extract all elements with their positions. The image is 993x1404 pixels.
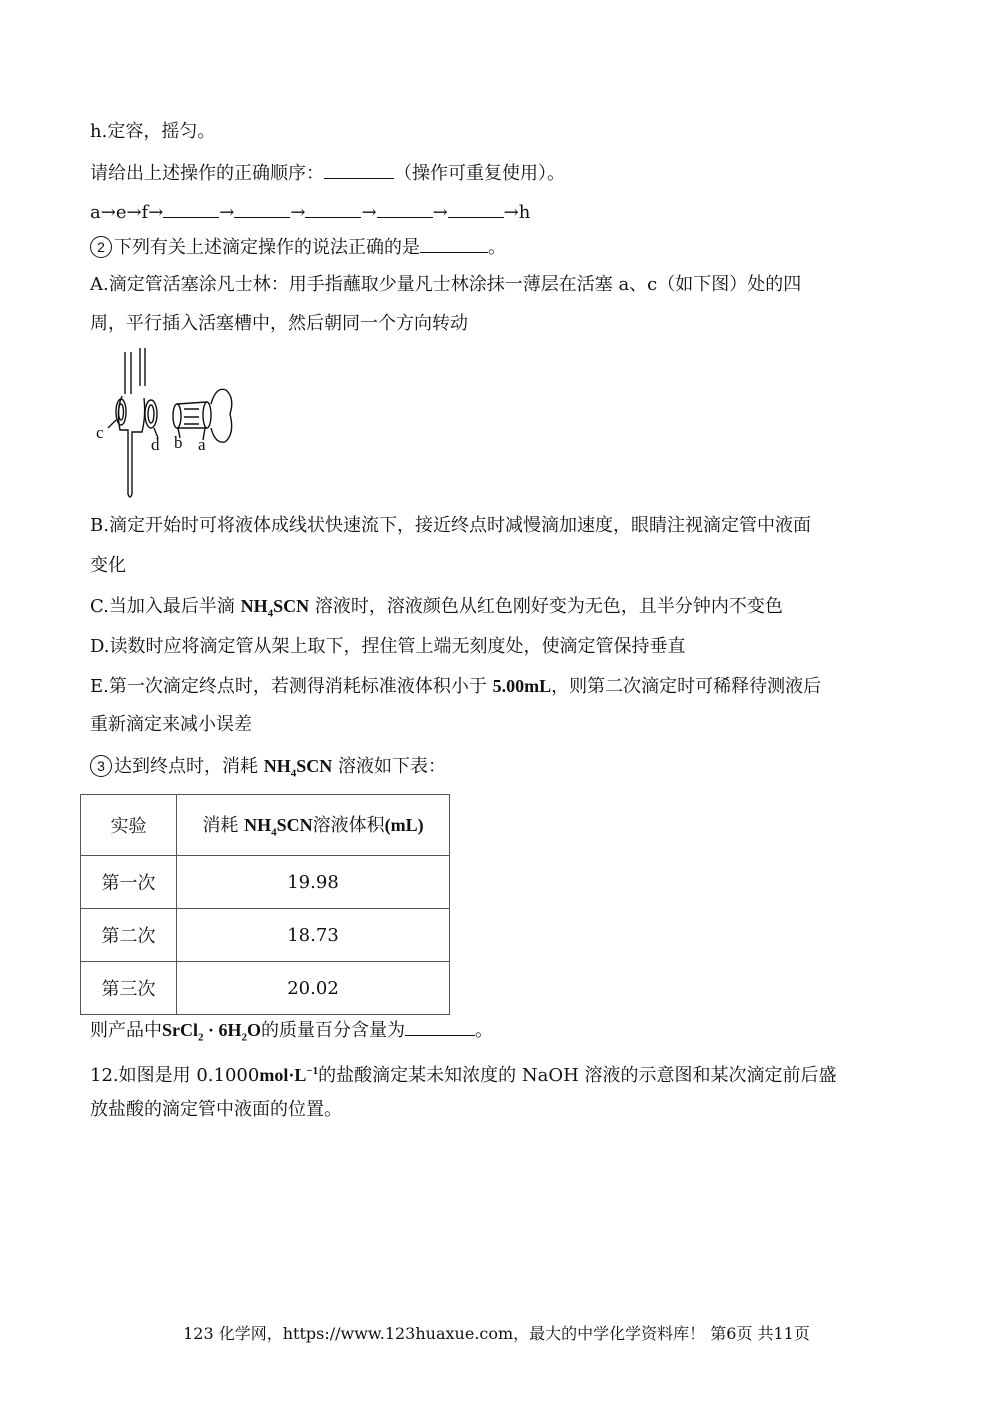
- option-e-line1: [90, 674, 821, 699]
- formula-srcl2: SrCl$_2$ · $6H_2O$: [162, 1020, 262, 1044]
- sequence-end: →h: [503, 202, 531, 223]
- formula-nh4scn: $NH_4SCN$: [240, 596, 310, 620]
- sequence-arrow: →: [432, 202, 448, 223]
- table-cell-volume: 20.02: [177, 962, 450, 1015]
- sequence-blank-1[interactable]: [163, 199, 219, 218]
- result-rest: 的质量百分含量为: [261, 1020, 406, 1041]
- question-12-rest: 的盐酸滴定某未知浓度的 NaOH 溶液的示意图和某次滴定前后盛: [318, 1065, 837, 1086]
- order-prompt: [90, 160, 565, 186]
- sequence-blank-3[interactable]: [305, 199, 361, 218]
- step-h: h.定容，摇匀。: [90, 121, 216, 142]
- question-12-text: 12.如图是用 0.1000: [90, 1065, 260, 1086]
- sequence-blank-4[interactable]: [377, 199, 433, 218]
- table-cell-trial: 第二次: [81, 909, 177, 962]
- sequence-blank-2[interactable]: [234, 199, 290, 218]
- option-a-line2: 周，平行插入活塞槽中，然后朝同一个方向转动: [90, 313, 468, 334]
- option-e-rest: ，则第二次滴定时可稀释待测液后: [551, 676, 822, 697]
- question-3: [90, 754, 446, 786]
- order-prompt-note: （操作可重复使用）。: [394, 163, 565, 184]
- label-c: c: [96, 423, 104, 442]
- sequence-arrow: →: [361, 202, 377, 223]
- formula-nh4scn: $NH_4SCN$: [263, 756, 333, 780]
- table-header-volume: 消耗 $NH_4SCN$溶液体积(mL): [177, 795, 450, 856]
- option-e-line2: 重新滴定来减小误差: [90, 714, 252, 735]
- page-footer: 123 化学网，https://www.123huaxue.com，最大的中学化学资料库！ 第6页 共11页: [183, 1324, 810, 1343]
- table-cell-volume: 19.98: [177, 856, 450, 909]
- answer-blank-order[interactable]: [324, 160, 394, 179]
- label-b: b: [174, 433, 183, 452]
- label-a: a: [198, 435, 206, 454]
- result-text: 则产品中: [90, 1020, 162, 1041]
- unit-mol-per-liter: $mol\cdot L^{-1}$: [259, 1065, 319, 1085]
- option-c-text: C.当加入最后半滴: [90, 596, 241, 617]
- sequence-blank-5[interactable]: [448, 199, 504, 218]
- answer-blank-q2[interactable]: [420, 234, 488, 253]
- circled-number-3: 3: [90, 755, 112, 777]
- table-cell-trial: 第三次: [81, 962, 177, 1015]
- circled-number-2: 2: [90, 236, 112, 258]
- option-e-value: 5.00mL: [492, 676, 552, 696]
- option-c: [90, 594, 783, 626]
- question-2: [90, 234, 506, 260]
- result-line: [90, 1017, 493, 1050]
- question-3-text: 达到终点时，消耗: [114, 756, 264, 777]
- sequence-arrow: →: [290, 202, 306, 223]
- option-b-line1: B.滴定开始时可将液体成线状快速流下，接近终点时减慢滴加速度，眼睛注视滴定管中液面: [90, 515, 811, 536]
- titration-table: [80, 794, 450, 1015]
- option-b-line2: 变化: [90, 555, 126, 576]
- result-end: 。: [475, 1020, 494, 1041]
- question-3-rest: 溶液如下表：: [332, 756, 446, 777]
- option-e-text: E.第一次滴定终点时，若测得消耗标准液体积小于: [90, 676, 493, 697]
- table-row: [81, 962, 450, 1015]
- order-prompt-text: 请给出上述操作的正确顺序：: [90, 163, 324, 184]
- table-row: [81, 856, 450, 909]
- option-c-rest: 溶液时，溶液颜色从红色刚好变为无色，且半分钟内不变色: [309, 596, 783, 617]
- table-cell-trial: 第一次: [81, 856, 177, 909]
- question-12-line1: [90, 1059, 837, 1088]
- table-row: [81, 909, 450, 962]
- answer-blank-result[interactable]: [405, 1017, 475, 1036]
- question-12-line2: 放盐酸的滴定管中液面的位置。: [90, 1099, 342, 1120]
- sequence-arrow: →: [219, 202, 235, 223]
- option-a-line1: A.滴定管活塞涂凡士林：用手指蘸取少量凡士林涂抹一薄层在活塞 a、c（如下图）处的四: [90, 274, 802, 295]
- question-2-text: 下列有关上述滴定操作的说法正确的是: [114, 237, 420, 258]
- sequence-line: [90, 199, 530, 225]
- sequence-start: a→e→f→: [90, 202, 164, 223]
- table-header-row: [81, 795, 450, 856]
- label-d: d: [151, 435, 160, 454]
- question-2-end: 。: [488, 237, 506, 258]
- table-cell-volume: 18.73: [177, 909, 450, 962]
- stopcock-diagram: [92, 346, 242, 502]
- table-header-trial: 实验: [81, 795, 177, 856]
- option-d: D.读数时应将滴定管从架上取下，捏住管上端无刻度处，使滴定管保持垂直: [90, 636, 686, 657]
